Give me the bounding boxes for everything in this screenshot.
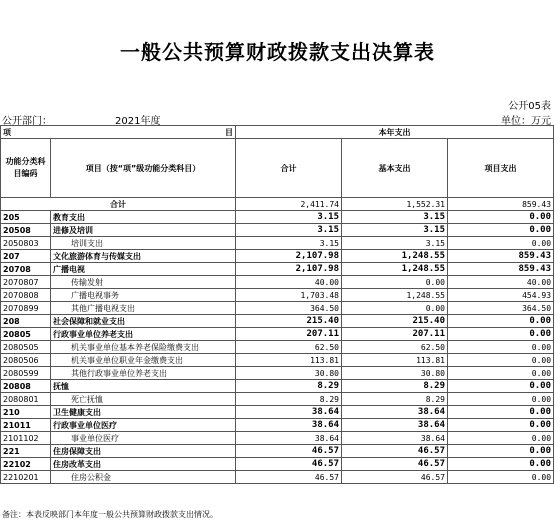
current-year-header: 本年支出	[236, 126, 554, 139]
row-code-cell: 207	[1, 250, 51, 263]
table-row	[1, 380, 554, 393]
row-project-cell: 364.50	[448, 302, 554, 315]
row-code-cell: 2050803	[1, 237, 51, 250]
row-total-cell: 46.57	[236, 471, 342, 484]
row-project-cell: 0.00	[448, 237, 554, 250]
total-row-label: 合计	[1, 198, 236, 211]
row-total-cell: 40.00	[236, 276, 342, 289]
table-row	[1, 341, 554, 354]
row-code-cell: 2210201	[1, 471, 51, 484]
row-project-cell: 0.00	[448, 419, 554, 432]
table-row	[1, 419, 554, 432]
row-code-cell: 21011	[1, 419, 51, 432]
table-row	[1, 250, 554, 263]
total-row-project: 859.43	[448, 198, 554, 211]
row-total-cell: 3.15	[236, 224, 342, 237]
row-basic-cell: 62.50	[342, 341, 448, 354]
row-code-cell: 2070807	[1, 276, 51, 289]
row-basic-cell: 3.15	[342, 237, 448, 250]
row-total-cell: 8.29	[236, 393, 342, 406]
row-code-cell: 205	[1, 211, 51, 224]
row-total-cell: 207.11	[236, 328, 342, 341]
row-code-cell: 2101102	[1, 432, 51, 445]
row-total-cell: 46.57	[236, 458, 342, 471]
row-basic-cell: 1,248.55	[342, 250, 448, 263]
row-code-cell: 2080506	[1, 354, 51, 367]
row-name-cell: 教育支出	[51, 211, 236, 224]
row-name-cell: 行政事业单位养老支出	[51, 328, 236, 341]
header-row-columns	[1, 139, 554, 198]
row-name-cell: 事业单位医疗	[51, 432, 236, 445]
row-project-cell: 0.00	[448, 432, 554, 445]
table-row	[1, 458, 554, 471]
row-name-cell: 社会保障和就业支出	[51, 315, 236, 328]
row-code-cell: 208	[1, 315, 51, 328]
table-row	[1, 328, 554, 341]
row-basic-cell: 0.00	[342, 276, 448, 289]
row-basic-cell: 8.29	[342, 380, 448, 393]
table-row	[1, 354, 554, 367]
row-total-cell: 2,107.98	[236, 250, 342, 263]
row-project-cell: 0.00	[448, 328, 554, 341]
row-code-cell: 20708	[1, 263, 51, 276]
row-name-cell: 住房公积金	[51, 471, 236, 484]
row-name-cell: 传输发射	[51, 276, 236, 289]
row-total-cell: 3.15	[236, 211, 342, 224]
row-basic-cell: 0.00	[342, 302, 448, 315]
row-total-cell: 62.50	[236, 341, 342, 354]
row-basic-cell: 207.11	[342, 328, 448, 341]
table-row	[1, 289, 554, 302]
row-basic-cell: 46.57	[342, 458, 448, 471]
row-code-cell: 221	[1, 445, 51, 458]
row-total-cell: 46.57	[236, 445, 342, 458]
row-project-cell: 0.00	[448, 315, 554, 328]
total-row-basic: 1,552.31	[342, 198, 448, 211]
row-project-cell: 40.00	[448, 276, 554, 289]
row-project-cell: 0.00	[448, 471, 554, 484]
row-project-cell: 859.43	[448, 250, 554, 263]
row-name-cell: 文化旅游体育与传媒支出	[51, 250, 236, 263]
page-title: 一般公共预算财政拨款支出决算表	[120, 40, 435, 64]
row-code-cell: 20805	[1, 328, 51, 341]
table-row	[1, 315, 554, 328]
table-row	[1, 471, 554, 484]
row-name-cell: 广播电视	[51, 263, 236, 276]
row-name-cell: 行政事业单位医疗	[51, 419, 236, 432]
footnote: 备注：本表反映部门本年度一般公共预算财政拨款支出情况。	[2, 510, 218, 519]
row-basic-cell: 30.80	[342, 367, 448, 380]
table-row	[1, 367, 554, 380]
table-row	[1, 224, 554, 237]
row-basic-cell: 1,248.55	[342, 263, 448, 276]
row-name-cell: 培训支出	[51, 237, 236, 250]
row-name-cell: 卫生健康支出	[51, 406, 236, 419]
table-row	[1, 432, 554, 445]
row-total-cell: 113.81	[236, 354, 342, 367]
row-total-cell: 3.15	[236, 237, 342, 250]
header-row-top	[1, 126, 554, 139]
row-name-cell: 其他行政事业单位养老支出	[51, 367, 236, 380]
row-name-cell: 住房改革支出	[51, 458, 236, 471]
row-total-cell: 2,107.98	[236, 263, 342, 276]
row-project-cell: 0.00	[448, 224, 554, 237]
row-name-cell: 其他广播电视支出	[51, 302, 236, 315]
meta-bar	[0, 112, 553, 127]
row-code-cell: 20508	[1, 224, 51, 237]
row-code-cell: 2070899	[1, 302, 51, 315]
table-row	[1, 263, 554, 276]
fiscal-year: 2021年度	[115, 116, 161, 127]
row-basic-cell: 3.15	[342, 224, 448, 237]
row-code-cell: 2070808	[1, 289, 51, 302]
row-basic-cell: 1,248.55	[342, 289, 448, 302]
total-row	[1, 198, 554, 211]
row-name-cell: 死亡抚恤	[51, 393, 236, 406]
table-row	[1, 276, 554, 289]
row-code-cell: 2080505	[1, 341, 51, 354]
row-basic-cell: 113.81	[342, 354, 448, 367]
row-project-cell: 859.43	[448, 263, 554, 276]
row-name-cell: 进修及培训	[51, 224, 236, 237]
row-basic-cell: 8.29	[342, 393, 448, 406]
table-row	[1, 237, 554, 250]
code-column-header: 功能分类科目编码	[1, 139, 51, 198]
table-tag: 公开05表	[508, 101, 551, 112]
row-total-cell: 38.64	[236, 432, 342, 445]
row-total-cell: 38.64	[236, 406, 342, 419]
row-name-cell: 机关事业单位职业年金缴费支出	[51, 354, 236, 367]
row-basic-cell: 3.15	[342, 211, 448, 224]
row-total-cell: 38.64	[236, 419, 342, 432]
row-code-cell: 2080801	[1, 393, 51, 406]
row-project-cell: 0.00	[448, 211, 554, 224]
table-row	[1, 445, 554, 458]
name-column-header: 项目（按“项”级功能分类科目）	[51, 139, 236, 198]
table-row	[1, 393, 554, 406]
row-code-cell: 2080599	[1, 367, 51, 380]
row-code-cell: 20808	[1, 380, 51, 393]
total-row-total: 2,411.74	[236, 198, 342, 211]
row-basic-cell: 215.40	[342, 315, 448, 328]
table-row	[1, 211, 554, 224]
row-basic-cell: 38.64	[342, 406, 448, 419]
department-label: 公开部门：	[2, 116, 52, 127]
row-basic-cell: 38.64	[342, 432, 448, 445]
total-column-header: 合计	[236, 139, 342, 198]
row-total-cell: 1,703.48	[236, 289, 342, 302]
row-project-cell: 0.00	[448, 406, 554, 419]
unit-label: 单位：万元	[501, 116, 551, 127]
row-project-cell: 0.00	[448, 354, 554, 367]
item-header-cell	[1, 126, 236, 139]
row-name-cell: 住房保障支出	[51, 445, 236, 458]
row-project-cell: 0.00	[448, 367, 554, 380]
row-total-cell: 364.50	[236, 302, 342, 315]
basic-column-header: 基本支出	[342, 139, 448, 198]
project-column-header: 项目支出	[448, 139, 554, 198]
row-total-cell: 8.29	[236, 380, 342, 393]
table-row	[1, 302, 554, 315]
row-project-cell: 0.00	[448, 341, 554, 354]
row-project-cell: 454.93	[448, 289, 554, 302]
row-project-cell: 0.00	[448, 380, 554, 393]
row-name-cell: 机关事业单位基本养老保险缴费支出	[51, 341, 236, 354]
row-code-cell: 22102	[1, 458, 51, 471]
expenditure-table	[0, 125, 554, 484]
row-total-cell: 30.80	[236, 367, 342, 380]
row-basic-cell: 38.64	[342, 419, 448, 432]
row-name-cell: 广播电视事务	[51, 289, 236, 302]
item-header-right: 目	[225, 127, 233, 137]
row-basic-cell: 46.57	[342, 445, 448, 458]
row-code-cell: 210	[1, 406, 51, 419]
row-basic-cell: 46.57	[342, 471, 448, 484]
row-project-cell: 0.00	[448, 458, 554, 471]
item-header-left: 项	[3, 127, 11, 137]
row-name-cell: 抚恤	[51, 380, 236, 393]
row-total-cell: 215.40	[236, 315, 342, 328]
row-project-cell: 0.00	[448, 445, 554, 458]
row-project-cell: 0.00	[448, 393, 554, 406]
table-row	[1, 406, 554, 419]
